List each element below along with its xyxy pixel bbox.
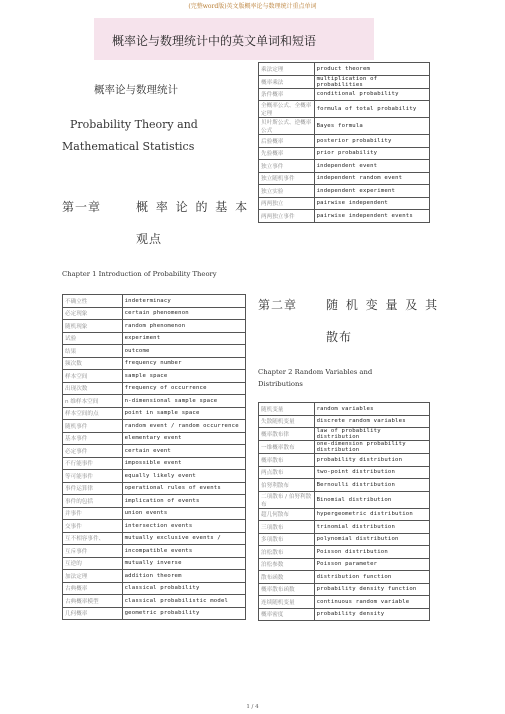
term-en: distribution function	[314, 571, 429, 584]
table-row	[259, 63, 430, 76]
term-zh: 出现次数	[63, 382, 123, 395]
table-row	[63, 545, 246, 558]
table-row	[259, 583, 430, 596]
table-row	[63, 307, 246, 320]
term-zh: 事件运算律	[63, 482, 123, 495]
table-row	[259, 75, 430, 88]
term-en: trinomial distribution	[314, 521, 429, 534]
term-en: random phenomenon	[122, 320, 245, 333]
term-zh: 事件的包括	[63, 495, 123, 508]
table-row	[63, 420, 246, 433]
term-en: equally likely event	[122, 470, 245, 483]
table-row	[63, 532, 246, 545]
table-row	[63, 470, 246, 483]
table-row	[259, 147, 430, 160]
term-en: mutually inverse	[122, 557, 245, 570]
term-zh: 失散随机变量	[259, 415, 315, 428]
term-zh: 泊松散布	[259, 546, 315, 559]
term-en: probability density function	[314, 583, 429, 596]
table-row	[63, 432, 246, 445]
table-row	[259, 508, 430, 521]
term-en: law of probability distribution	[314, 428, 429, 441]
term-zh: 等可能事件	[63, 470, 123, 483]
term-en: Bayes formula	[314, 118, 429, 135]
table-row	[63, 357, 246, 370]
term-en: operational rules of events	[122, 482, 245, 495]
table-row	[259, 101, 430, 118]
table-row	[259, 160, 430, 173]
term-zh: 互不相容事件、	[63, 532, 123, 545]
table-row	[259, 185, 430, 198]
term-zh: 伯努利散布	[259, 479, 315, 492]
term-zh: 两两独立	[259, 197, 315, 210]
table-row	[259, 521, 430, 534]
term-zh: 散布函数	[259, 571, 315, 584]
table-row	[259, 118, 430, 135]
term-en: intersection events	[122, 520, 245, 533]
term-zh: 不确立性	[63, 295, 123, 308]
table-row	[259, 454, 430, 467]
term-en: Binomial distribution	[314, 491, 429, 508]
chapter2-caption-line1: Chapter 2 Random Variables and	[258, 368, 373, 376]
term-en: random event / random occurrence	[122, 420, 245, 433]
term-en: independent random event	[314, 172, 429, 185]
table-row	[63, 320, 246, 333]
term-en: certain phenomenon	[122, 307, 245, 320]
term-en: conditional probability	[314, 88, 429, 101]
term-en: geometric probability	[122, 607, 245, 620]
term-zh: 加法定理	[63, 570, 123, 583]
term-zh: 两两独立事件	[259, 210, 315, 223]
term-en: n-dimensional sample space	[122, 395, 245, 408]
chapter2-title-a: 随 机 变 量 及 其	[326, 298, 440, 312]
table-row	[63, 332, 246, 345]
term-en: polynomial distribution	[314, 533, 429, 546]
term-en: posterior probability	[314, 135, 429, 148]
term-en: classical probabilistic model	[122, 595, 245, 608]
table-row	[63, 295, 246, 308]
term-en: Poisson distribution	[314, 546, 429, 559]
table-row	[259, 608, 430, 621]
table-row	[259, 479, 430, 492]
term-zh: 随机变量	[259, 403, 315, 416]
chapter2-title-b: 散布	[326, 330, 353, 344]
table-row	[259, 596, 430, 609]
term-zh: 概率密度	[259, 608, 315, 621]
term-zh: 贝叶斯公式、逆概率公式	[259, 118, 315, 135]
term-en: elementary event	[122, 432, 245, 445]
term-zh: 不行能事件	[63, 457, 123, 470]
table-row	[259, 210, 430, 223]
term-en: certain event	[122, 445, 245, 458]
term-zh: 独立随机事件	[259, 172, 315, 185]
table-row	[259, 546, 430, 559]
term-zh: 样本空间的点	[63, 407, 123, 420]
term-zh: 概率乘法	[259, 75, 315, 88]
term-zh: 连续随机变量	[259, 596, 315, 609]
continued-vocab-table	[258, 62, 430, 223]
chapter1-caption: Chapter 1 Introduction of Probability Theory	[62, 270, 217, 278]
term-zh: 古典概率模型	[63, 595, 123, 608]
term-zh: 结果	[63, 345, 123, 358]
term-zh: 概率散布律	[259, 428, 315, 441]
table-row	[63, 582, 246, 595]
table-row	[259, 135, 430, 148]
term-en: probability distribution	[314, 454, 429, 467]
term-en: frequency number	[122, 357, 245, 370]
table-row	[63, 595, 246, 608]
title-zh: 概率论与数理统计	[94, 84, 178, 96]
title-en-line1: Probability Theory and	[70, 118, 198, 131]
term-en: sample space	[122, 370, 245, 383]
term-en: Poisson parameter	[314, 558, 429, 571]
term-en: addition theorem	[122, 570, 245, 583]
table-row	[259, 88, 430, 101]
term-zh: 必定事件	[63, 445, 123, 458]
chapter1-title-a: 概 率 论 的 基 本	[136, 200, 250, 214]
table-row	[63, 445, 246, 458]
term-en: formula of total probability	[314, 101, 429, 118]
term-en: random variables	[314, 403, 429, 416]
term-zh: 先验概率	[259, 147, 315, 160]
table-row	[259, 533, 430, 546]
chapter1-prefix: 第一章	[62, 200, 102, 214]
term-en: multiplication of probabilities	[314, 75, 429, 88]
table-row	[63, 557, 246, 570]
table-row	[63, 570, 246, 583]
table-row	[259, 491, 430, 508]
table-row	[63, 407, 246, 420]
chapter1-vocab-table	[62, 294, 246, 620]
table-row	[259, 466, 430, 479]
table-row	[63, 370, 246, 383]
term-zh: 超几何散布	[259, 508, 315, 521]
table-row	[63, 482, 246, 495]
chapter2-prefix: 第二章	[258, 298, 298, 312]
term-zh: 随机现象	[63, 320, 123, 333]
term-zh: 交事件	[63, 520, 123, 533]
header-note: (完整word版)英文版概率论与数理统计重点单词	[188, 3, 317, 10]
term-zh: 独立事件	[259, 160, 315, 173]
term-en: outcome	[122, 345, 245, 358]
term-en: frequency of occurrence	[122, 382, 245, 395]
term-zh: 乘法定理	[259, 63, 315, 76]
term-en: product theorem	[314, 63, 429, 76]
term-zh: 后验概率	[259, 135, 315, 148]
table-row	[63, 382, 246, 395]
chapter2-caption-line2: Distributions	[258, 380, 303, 388]
term-zh: 泊松参数	[259, 558, 315, 571]
page-number: 1 / 4	[246, 704, 259, 710]
term-en: independent experiment	[314, 185, 429, 198]
term-en: hypergeometric distribution	[314, 508, 429, 521]
table-row	[259, 571, 430, 584]
term-en: indeterminacy	[122, 295, 245, 308]
term-en: prior probability	[314, 147, 429, 160]
term-zh: 几何概率	[63, 607, 123, 620]
chapter1-title-b: 观点	[136, 232, 163, 246]
term-zh: 基本事件	[63, 432, 123, 445]
table-row	[63, 520, 246, 533]
term-zh: 试验	[63, 332, 123, 345]
table-row	[259, 415, 430, 428]
term-zh: 概率散布	[259, 454, 315, 467]
term-zh: 一维概率散布	[259, 441, 315, 454]
term-zh: 条件概率	[259, 88, 315, 101]
term-zh: 互逆的	[63, 557, 123, 570]
table-row	[259, 403, 430, 416]
term-zh: 二项散布 / 伯努利散布	[259, 491, 315, 508]
term-zh: 古典概率	[63, 582, 123, 595]
term-en: mutually exclusive events /	[122, 532, 245, 545]
title-en-line2: Mathematical Statistics	[62, 140, 195, 153]
term-en: classical probability	[122, 582, 245, 595]
term-zh: 互斥事件	[63, 545, 123, 558]
term-zh: 全概率公式、全概率定理	[259, 101, 315, 118]
term-en: Bernoulli distribution	[314, 479, 429, 492]
table-row	[259, 197, 430, 210]
term-zh: 独立实验	[259, 185, 315, 198]
term-en: impossible event	[122, 457, 245, 470]
term-zh: 两点散布	[259, 466, 315, 479]
term-en: implication of events	[122, 495, 245, 508]
term-zh: 样本空间	[63, 370, 123, 383]
term-zh: 并事件	[63, 507, 123, 520]
term-en: two-point distribution	[314, 466, 429, 479]
term-zh: 频次数	[63, 357, 123, 370]
term-en: continuous random variable	[314, 596, 429, 609]
table-row	[259, 441, 430, 454]
table-row	[259, 172, 430, 185]
term-en: probability density	[314, 608, 429, 621]
term-en: pairwise independent events	[314, 210, 429, 223]
table-row	[63, 345, 246, 358]
term-en: discrete random variables	[314, 415, 429, 428]
term-zh: 概率散布函数	[259, 583, 315, 596]
title-banner	[94, 18, 374, 60]
term-zh: 随机事件	[63, 420, 123, 433]
term-en: pairwise independent	[314, 197, 429, 210]
term-zh: n 维样本空间	[63, 395, 123, 408]
table-row	[259, 428, 430, 441]
table-row	[63, 457, 246, 470]
table-row	[63, 507, 246, 520]
term-en: experiment	[122, 332, 245, 345]
term-zh: 必定现象	[63, 307, 123, 320]
table-row	[63, 395, 246, 408]
term-en: incompatible events	[122, 545, 245, 558]
term-en: point in sample space	[122, 407, 245, 420]
banner-title: 概率论与数理统计中的英文单词和短语	[112, 34, 317, 48]
table-row	[259, 558, 430, 571]
chapter2-vocab-table	[258, 402, 430, 621]
term-en: one-dimension probability distribution	[314, 441, 429, 454]
term-en: independent event	[314, 160, 429, 173]
term-zh: 多项散布	[259, 533, 315, 546]
term-en: union events	[122, 507, 245, 520]
table-row	[63, 607, 246, 620]
term-zh: 三项散布	[259, 521, 315, 534]
table-row	[63, 495, 246, 508]
